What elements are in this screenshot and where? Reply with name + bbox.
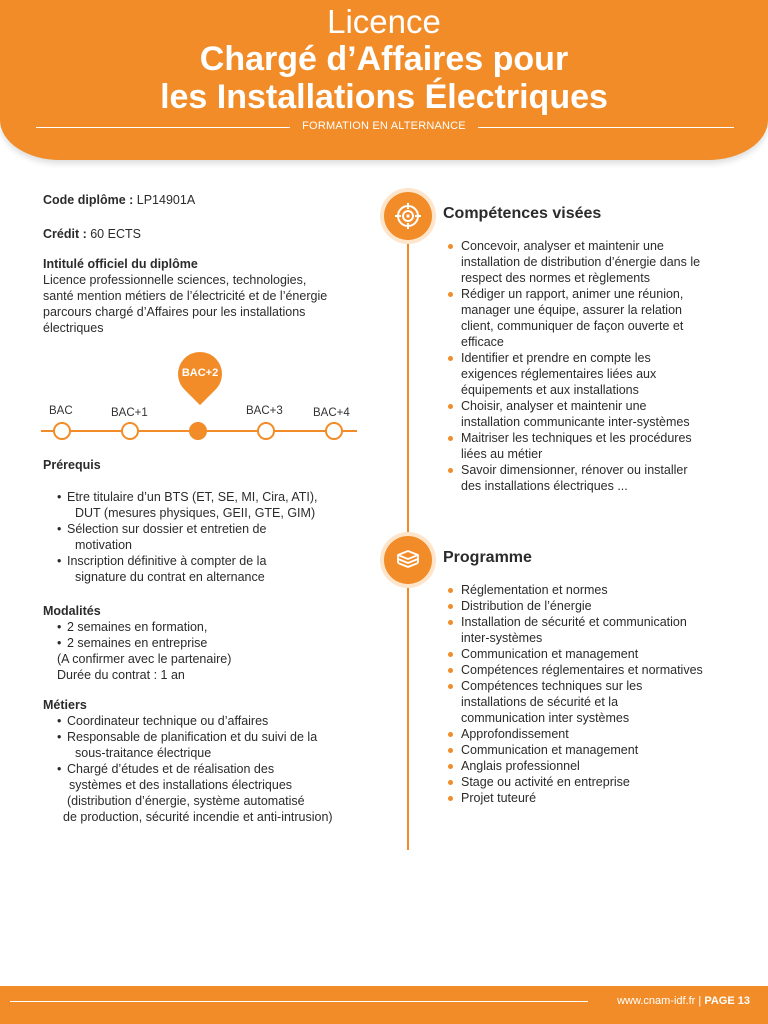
list-item bbox=[53, 761, 373, 825]
title-line-1: Chargé d’Affaires pour bbox=[199, 40, 569, 78]
title-line-2: les Installations Électriques bbox=[160, 78, 608, 116]
list-item-line: DUT (mesures physiques, GEII, GTE, GIM) bbox=[75, 506, 316, 520]
list-item-line: respect des normes et règlements bbox=[461, 271, 650, 285]
credit bbox=[43, 226, 373, 242]
list-item-line: systèmes et des installations électriques bbox=[69, 778, 293, 792]
credit-value: 60 ECTS bbox=[90, 227, 141, 241]
list-item bbox=[53, 521, 373, 553]
metiers-list bbox=[43, 713, 373, 825]
list-item bbox=[446, 430, 746, 462]
list-item-line: Rédiger un rapport, animer une réunion, bbox=[461, 287, 684, 301]
list-item: • 2 semaines en formation, bbox=[53, 619, 373, 635]
list-item bbox=[446, 726, 746, 742]
list-item-line: installation de distribution d’énergie dans le bbox=[461, 255, 701, 269]
level-label: BAC+3 bbox=[246, 405, 283, 417]
list-item: • 2 semaines en entreprise bbox=[53, 635, 373, 651]
target-icon bbox=[384, 192, 432, 240]
list-item bbox=[446, 350, 746, 398]
programme-title: Programme bbox=[443, 549, 532, 566]
level-label: BAC+4 bbox=[313, 407, 350, 419]
list-item bbox=[53, 713, 373, 729]
list-item-line: manager une équipe, assurer la relation bbox=[461, 303, 682, 317]
books-icon bbox=[384, 536, 432, 584]
header-rule-right bbox=[478, 127, 734, 128]
list-item bbox=[446, 678, 746, 726]
list-item bbox=[446, 462, 746, 494]
level-dot bbox=[257, 422, 275, 440]
list-item-line: signature du contrat en alternance bbox=[75, 570, 265, 584]
list-item-line: Projet tuteuré bbox=[461, 791, 537, 805]
intitule-line: santé mention métiers de l’électricité et de l’énergie bbox=[43, 289, 328, 303]
list-item-line: motivation bbox=[75, 538, 132, 552]
list-item bbox=[446, 742, 746, 758]
list-item-line: Savoir dimensionner, rénover ou installer bbox=[461, 463, 688, 477]
code-label: Code diplôme : bbox=[43, 193, 134, 207]
list-item bbox=[446, 646, 746, 662]
list-item bbox=[446, 286, 746, 350]
level-dot-current bbox=[189, 422, 207, 440]
list-item bbox=[53, 489, 373, 521]
list-item-line: • Responsable de planification et du suivi de la bbox=[67, 730, 318, 744]
list-item-line: Maitriser les techniques et les procédures bbox=[461, 431, 692, 445]
list-item-line: • Coordinateur technique ou d’affaires bbox=[67, 714, 269, 728]
intitule-block bbox=[43, 256, 373, 336]
intitule-title: Intitulé officiel du diplôme bbox=[43, 257, 198, 271]
competences-list bbox=[446, 238, 746, 494]
list-item-line: sous-traitance électrique bbox=[75, 746, 212, 760]
list-item bbox=[53, 553, 373, 585]
prerequis-title: Prérequis bbox=[43, 458, 101, 472]
level-timeline bbox=[41, 350, 361, 450]
footer-separator: | bbox=[698, 995, 702, 1007]
level-dot bbox=[325, 422, 343, 440]
header-banner bbox=[0, 0, 768, 160]
header-tagline: FORMATION EN ALTERNANCE bbox=[302, 120, 466, 132]
modalites-note: (A confirmer avec le partenaire) bbox=[57, 652, 232, 666]
level-label: BAC bbox=[49, 405, 73, 417]
list-item-line: Communication et management bbox=[461, 647, 639, 661]
metiers-title: Métiers bbox=[43, 698, 87, 712]
list-item-line: Réglementation et normes bbox=[461, 583, 608, 597]
left-column bbox=[43, 192, 373, 336]
list-item-line: communication inter systèmes bbox=[461, 711, 630, 725]
list-item-line: Anglais professionnel bbox=[461, 759, 580, 773]
footer-url-link[interactable]: www.cnam-idf.fr bbox=[617, 995, 696, 1007]
list-item-line: Stage ou activité en entreprise bbox=[461, 775, 630, 789]
code-diplome bbox=[43, 192, 373, 208]
list-item bbox=[446, 790, 746, 806]
modalites-duree: Durée du contrat : 1 an bbox=[57, 668, 185, 682]
level-dot bbox=[121, 422, 139, 440]
footer-text bbox=[617, 995, 750, 1007]
current-level-label: BAC+2 bbox=[181, 367, 219, 379]
list-item-line: (distribution d’énergie, système automatisé bbox=[67, 794, 305, 808]
list-item bbox=[446, 614, 746, 646]
page-title bbox=[0, 40, 768, 116]
list-item-line: liées au métier bbox=[461, 447, 543, 461]
list-item-line: Approfondissement bbox=[461, 727, 569, 741]
list-item bbox=[446, 598, 746, 614]
list-item-line: installation communicante inter-systèmes bbox=[461, 415, 690, 429]
list-item-line: Concevoir, analyser et maintenir une bbox=[461, 239, 664, 253]
list-item-line: client, communiquer de façon ouverte et bbox=[461, 319, 684, 333]
footer-bar bbox=[0, 986, 768, 1024]
page-number: PAGE 13 bbox=[704, 995, 750, 1007]
list-item bbox=[53, 729, 373, 761]
modalites-list bbox=[43, 619, 373, 683]
list-item-line: Compétences techniques sur les bbox=[461, 679, 643, 693]
intitule-line: parcours chargé d’Affaires pour les installations bbox=[43, 305, 306, 319]
list-item-line: efficace bbox=[461, 335, 504, 349]
competences-title: Compétences visées bbox=[443, 205, 602, 222]
list-item-line: inter-systèmes bbox=[461, 631, 543, 645]
list-item-line: • Inscription définitive à compter de la bbox=[67, 554, 267, 568]
list-item bbox=[446, 238, 746, 286]
header-subtitle: Licence bbox=[327, 3, 441, 40]
left-lower-column bbox=[43, 457, 373, 825]
list-item-line: des installations électriques ... bbox=[461, 479, 628, 493]
list-item-line: installations de sécurité et la bbox=[461, 695, 619, 709]
prerequis-list bbox=[43, 489, 373, 585]
list-item-line: Distribution de l’énergie bbox=[461, 599, 592, 613]
level-label: BAC+1 bbox=[111, 407, 148, 419]
list-item-line: • Etre titulaire d’un BTS (ET, SE, MI, Cira, ATI), bbox=[67, 490, 318, 504]
footer-rule bbox=[10, 1001, 588, 1002]
intitule-line: Licence professionnelle sciences, technologies, bbox=[43, 273, 307, 287]
list-item-line: Communication et management bbox=[461, 743, 639, 757]
list-item bbox=[446, 774, 746, 790]
list-item-line: • Sélection sur dossier et entretien de bbox=[67, 522, 267, 536]
list-item bbox=[446, 758, 746, 774]
list-item-line: équipements et aux installations bbox=[461, 383, 639, 397]
list-item-line: Installation de sécurité et communication bbox=[461, 615, 687, 629]
code-value: LP14901A bbox=[136, 193, 196, 207]
list-item-line: de production, sécurité incendie et anti-intrusion) bbox=[63, 810, 333, 824]
list-item bbox=[446, 398, 746, 430]
intitule-line: électriques bbox=[43, 321, 104, 335]
list-item-line: exigences réglementaires liées aux bbox=[461, 367, 657, 381]
list-item-line: Choisir, analyser et maintenir une bbox=[461, 399, 647, 413]
list-item-line: Identifier et prendre en compte les bbox=[461, 351, 651, 365]
list-item bbox=[446, 582, 746, 598]
programme-list bbox=[446, 582, 746, 806]
list-item-line: • Chargé d’études et de réalisation des bbox=[67, 762, 275, 776]
level-dot bbox=[53, 422, 71, 440]
list-item-line: Compétences réglementaires et normatives bbox=[461, 663, 703, 677]
credit-label: Crédit : bbox=[43, 227, 87, 241]
list-item bbox=[446, 662, 746, 678]
modalites-title: Modalités bbox=[43, 604, 101, 618]
